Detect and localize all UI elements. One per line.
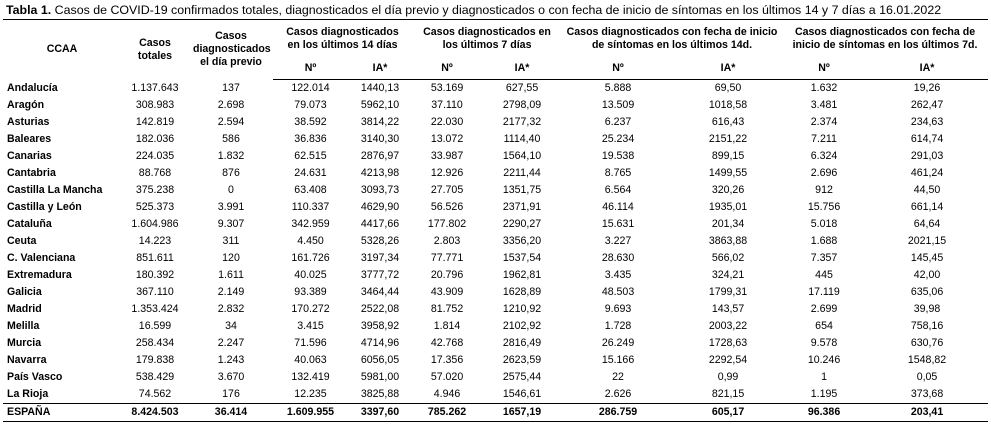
table-cell: 161.726: [291, 252, 330, 264]
region-name: Castilla y León: [7, 201, 82, 213]
table-cell: 19.538: [601, 150, 635, 162]
table-cell: 16.599: [138, 320, 172, 332]
table-cell: 56.526: [430, 201, 464, 213]
table-cell: 3.415: [297, 320, 324, 332]
table-row: [3, 199, 988, 216]
table-cell: 1.728: [604, 320, 632, 332]
header-casos-totales: Casos totales: [121, 20, 189, 80]
total-cell: 286.759: [562, 404, 674, 422]
table-cell: 876: [222, 167, 240, 179]
table-cell: 4714,96: [360, 337, 400, 349]
table-cell: 1799,31: [708, 286, 748, 298]
table-cell: 12.235: [273, 386, 348, 404]
table-cell: 3863,88: [708, 235, 748, 247]
header-sint-7: Casos diagnosticados con fecha de inicio de síntomas en los últimos 7d.: [782, 20, 988, 58]
region-name: Melilla: [7, 320, 40, 332]
table-cell: 899,15: [711, 150, 745, 162]
table-cell: 821,15: [674, 386, 782, 404]
table-cell: 42,00: [913, 269, 941, 281]
table-cell: 1499,55: [708, 167, 748, 179]
table-cell: 4.450: [297, 235, 324, 247]
table-cell: 25.234: [601, 133, 635, 145]
table-cell: 79.073: [294, 99, 327, 111]
table-row: [3, 148, 988, 165]
table-cell: 4213,98: [360, 167, 400, 179]
total-cell: 1.609.955: [273, 404, 348, 422]
region-name: Galicia: [7, 286, 42, 298]
table-cell: 43.909: [430, 286, 464, 298]
table-cell: 10.246: [807, 354, 841, 366]
table-cell: 5981,00: [360, 371, 400, 383]
table-cell: 3197,34: [360, 252, 400, 264]
table-cell: 63.408: [294, 184, 327, 196]
table-cell: 1.832: [217, 150, 245, 162]
header-ia: IA*: [482, 57, 562, 80]
total-cell: 8.424.503: [121, 404, 189, 422]
table-cell: 566,02: [711, 252, 745, 264]
table-cell: 2003,22: [708, 320, 748, 332]
header-ia: IA*: [348, 57, 412, 80]
region-name: Cataluña: [7, 218, 52, 230]
table-cell: 20.796: [430, 269, 464, 281]
table-row: [3, 182, 988, 199]
table-cell: 5328,26: [360, 235, 400, 247]
region-name: Canarias: [7, 150, 52, 162]
table-cell: 3.227: [604, 235, 632, 247]
table-cell: 1114,40: [503, 133, 541, 145]
table-cell: 145,45: [910, 252, 944, 264]
table-cell: 614,74: [910, 133, 944, 145]
table-cell: 258.434: [135, 337, 175, 349]
table-cell: 26.249: [601, 337, 635, 349]
table-cell: 13.072: [430, 133, 464, 145]
total-cell: 3397,60: [348, 404, 412, 422]
table-cell: 3825,88: [348, 386, 412, 404]
table-cell: 3777,72: [360, 269, 400, 281]
table-cell: 1537,54: [502, 252, 542, 264]
header-n: Nº: [562, 57, 674, 80]
table-cell: 616,43: [711, 116, 745, 128]
table-cell: 2.594: [217, 116, 245, 128]
region-name: País Vasco: [7, 371, 63, 383]
table-cell: 2522,08: [360, 303, 400, 315]
table-cell: 40.063: [294, 354, 327, 366]
table-cell: 1935,01: [708, 201, 748, 213]
table-cell: 0,99: [717, 371, 739, 383]
table-cell: 311: [222, 235, 240, 247]
table-cell: 586: [222, 133, 240, 145]
table-cell: 2798,09: [502, 99, 542, 111]
table-cell: 176: [189, 386, 273, 404]
table-cell: 1.632: [810, 82, 838, 94]
total-cell: 785.262: [412, 404, 482, 422]
table-row: [3, 318, 988, 335]
caption-label: Tabla 1.: [6, 3, 52, 17]
table-cell: 461,24: [910, 167, 944, 179]
table-cell: 654: [815, 320, 833, 332]
table-cell: 132.419: [291, 371, 330, 383]
table-cell: 2.149: [217, 286, 245, 298]
table-cell: 308.983: [135, 99, 175, 111]
table-cell: 1210,92: [502, 303, 542, 315]
table-cell: 2177,32: [502, 116, 542, 128]
table-cell: 234,63: [910, 116, 944, 128]
table-cell: 1962,81: [502, 269, 542, 281]
table-cell: 77.771: [430, 252, 464, 264]
table-cell: 9.307: [217, 218, 245, 230]
table-row: [3, 216, 988, 233]
table-body: [3, 80, 988, 404]
table-cell: 8.765: [604, 167, 632, 179]
total-cell: 36.414: [189, 404, 273, 422]
region-name: Aragón: [7, 99, 45, 111]
table-cell: 1.688: [810, 235, 838, 247]
table-cell: 88.768: [138, 167, 172, 179]
table-cell: 14.223: [138, 235, 172, 247]
table-cell: 24.631: [294, 167, 327, 179]
table-cell: 525.373: [135, 201, 175, 213]
table-cell: 627,55: [505, 82, 539, 94]
table-cell: 7.357: [810, 252, 838, 264]
header-ia: IA*: [674, 57, 782, 80]
table-cell: 1564,10: [502, 150, 542, 162]
table-cell: 2.698: [217, 99, 245, 111]
table-cell: 2.696: [810, 167, 838, 179]
header-diag-7: Casos diagnosticados en los últimos 7 días: [412, 20, 562, 58]
table-cell: 2575,44: [502, 371, 542, 383]
table-cell: 17.119: [808, 286, 840, 298]
table-row: [3, 284, 988, 301]
table-cell: 1.137.643: [131, 81, 179, 94]
table-cell: 64,64: [913, 218, 941, 230]
table-row: [3, 386, 988, 404]
region-name: Baleares: [7, 133, 52, 145]
table-cell: 81.752: [430, 303, 464, 315]
table-cell: 342.959: [291, 218, 330, 230]
header-casos-dia-previo: Casos diagnosticados el día previo: [189, 20, 273, 80]
table-cell: 15.756: [807, 201, 841, 213]
table-cell: 324,21: [711, 269, 745, 281]
table-cell: 2.374: [810, 116, 838, 128]
table-cell: 2102,92: [502, 320, 542, 332]
table-cell: 2623,59: [502, 354, 542, 366]
table-cell: 2.832: [217, 303, 245, 315]
table-cell: 62.515: [294, 150, 327, 162]
table-cell: 38.592: [294, 116, 327, 128]
table-row: [3, 335, 988, 352]
table-cell: 40.025: [294, 269, 327, 281]
region-name: Madrid: [7, 303, 42, 315]
table-cell: 224.035: [135, 150, 175, 162]
table-cell: 2.699: [810, 303, 838, 315]
total-cell: 203,41: [866, 404, 988, 422]
header-sint-14: Casos diagnosticados con fecha de inicio de síntomas en los últimos 14d.: [562, 20, 782, 58]
table-row: [3, 233, 988, 250]
table-cell: 142.819: [135, 116, 175, 128]
table-cell: 373,68: [866, 386, 988, 404]
table-row: [3, 369, 988, 386]
region-name: Asturias: [7, 116, 50, 128]
table-cell: 5.018: [810, 218, 838, 230]
region-name: Ceuta: [7, 235, 37, 247]
table-cell: 3.670: [217, 371, 245, 383]
total-cell: 96.386: [782, 404, 866, 422]
total-cell: 605,17: [674, 404, 782, 422]
table-cell: 44,50: [913, 184, 941, 196]
table-cell: 3.435: [604, 269, 632, 281]
table-cell: 74.562: [121, 386, 189, 404]
table-cell: 37.110: [431, 99, 463, 111]
table-cell: 69,50: [714, 82, 742, 94]
table-cell: 122.014: [291, 82, 330, 94]
table-cell: 15.166: [601, 354, 635, 366]
table-cell: 143,57: [711, 303, 745, 315]
table-cell: 630,76: [910, 337, 944, 349]
table-cell: 6.324: [810, 150, 838, 162]
table-cell: 71.596: [294, 337, 327, 349]
table-cell: 912: [815, 184, 833, 196]
table-cell: 2211,44: [503, 167, 541, 179]
table-cell: 179.838: [135, 354, 175, 366]
table-cell: 22: [612, 371, 624, 383]
table-cell: 1728,63: [708, 337, 748, 349]
table-cell: 1.604.986: [131, 218, 179, 230]
table-cell: 2371,91: [502, 201, 542, 213]
table-cell: 93.389: [294, 286, 327, 298]
total-row: [3, 404, 988, 422]
region-name: Cantabria: [7, 167, 56, 179]
table-cell: 9.578: [810, 337, 838, 349]
table-cell: 22.030: [430, 116, 464, 128]
table-cell: 5.888: [604, 82, 632, 94]
table-cell: 120: [222, 252, 240, 264]
table-cell: 0: [228, 184, 234, 196]
table-cell: 1546,61: [482, 386, 562, 404]
table-cell: 4417,66: [360, 218, 400, 230]
table-cell: 1628,89: [502, 286, 542, 298]
table-cell: 12.926: [430, 167, 464, 179]
region-name: Andalucía: [7, 81, 58, 94]
table-cell: 661,14: [910, 201, 944, 213]
table-cell: 1.611: [218, 269, 244, 281]
table-cell: 53.169: [430, 82, 464, 94]
table-cell: 445: [815, 269, 833, 281]
table-cell: 3464,44: [360, 286, 400, 298]
table-cell: 3814,22: [360, 116, 400, 128]
table-row: [3, 97, 988, 114]
table-cell: 39,98: [913, 303, 941, 315]
region-name: Murcia: [7, 337, 42, 349]
table-cell: 0,05: [916, 371, 938, 383]
table-cell: 1.814: [433, 320, 461, 332]
table-cell: 110.337: [291, 201, 330, 213]
table-cell: 2021,15: [907, 235, 947, 247]
table-row: [3, 131, 988, 148]
table-cell: 2292,54: [708, 354, 748, 366]
table-cell: 137: [222, 81, 240, 94]
table-cell: 367.110: [136, 286, 174, 298]
total-name: ESPAÑA: [3, 404, 121, 422]
table-cell: 6.237: [604, 116, 632, 128]
table-cell: 9.693: [604, 303, 632, 315]
table-cell: 1.243: [217, 354, 245, 366]
table-cell: 3.991: [217, 201, 245, 213]
table-cell: 262,47: [910, 99, 944, 111]
table-cell: 170.272: [291, 303, 330, 315]
covid-cases-table: [3, 19, 988, 422]
table-cell: 177.802: [427, 218, 467, 230]
table-cell: 1440,13: [360, 82, 400, 94]
table-cell: 180.392: [135, 269, 175, 281]
table-cell: 3.481: [810, 99, 838, 111]
table-cell: 2.626: [562, 386, 674, 404]
table-cell: 538.429: [135, 371, 175, 383]
table-cell: 2816,49: [502, 337, 542, 349]
table-cell: 320,26: [711, 184, 745, 196]
header-n: Nº: [782, 57, 866, 80]
table-caption: [6, 3, 941, 17]
header-n: Nº: [273, 57, 348, 80]
table-cell: 2.247: [217, 337, 245, 349]
table-cell: 4629,90: [360, 201, 400, 213]
table-cell: 27.705: [430, 184, 464, 196]
table-cell: 2.803: [433, 235, 461, 247]
header-ccaa: CCAA: [3, 20, 121, 80]
table-cell: 48.503: [601, 286, 635, 298]
region-name: Castilla La Mancha: [7, 184, 103, 196]
table-cell: 1.353.424: [131, 303, 179, 315]
table-row: [3, 114, 988, 131]
table-cell: 3356,20: [502, 235, 542, 247]
table-cell: 635,06: [910, 286, 944, 298]
table-row: [3, 165, 988, 182]
table-cell: 201,34: [711, 218, 745, 230]
total-cell: 1657,19: [482, 404, 562, 422]
table-cell: 6.564: [604, 184, 632, 196]
table-cell: 3140,30: [360, 133, 400, 145]
caption-text: Casos de COVID-19 confirmados totales, diagnosticados el día previo y diagnosticados o con fecha de inicio de síntomas en los últimos 14 y 7 días a 16.01.2022: [51, 3, 942, 17]
table-cell: 19,26: [913, 82, 941, 94]
table-cell: 33.987: [430, 150, 464, 162]
table-cell: 7.211: [811, 133, 837, 145]
table-cell: 758,16: [910, 320, 944, 332]
table-row: [3, 352, 988, 369]
header-n: Nº: [412, 57, 482, 80]
table-cell: 28.630: [601, 252, 635, 264]
region-name: C. Valenciana: [7, 252, 76, 264]
table-cell: 291,03: [910, 150, 944, 162]
table-cell: 375.238: [135, 184, 175, 196]
table-cell: 3958,92: [360, 320, 400, 332]
table-cell: 57.020: [430, 371, 464, 383]
table-cell: 3093,73: [360, 184, 400, 196]
table-cell: 1548,82: [907, 354, 947, 366]
table-cell: 13.509: [601, 99, 635, 111]
table-cell: 17.356: [430, 354, 464, 366]
table-row: [3, 250, 988, 267]
header-ia: IA*: [866, 57, 988, 80]
table-cell: 2876,97: [360, 150, 400, 162]
table-cell: 2290,27: [502, 218, 542, 230]
table-cell: 1.195: [782, 386, 866, 404]
table-row: [3, 80, 988, 98]
table-cell: 4.946: [412, 386, 482, 404]
table-cell: 1: [821, 371, 827, 383]
table-cell: 36.836: [294, 133, 327, 145]
table-row: [3, 267, 988, 284]
region-name: Extremadura: [7, 269, 72, 281]
region-name: La Rioja: [3, 386, 121, 404]
table-cell: 182.036: [135, 133, 175, 145]
header-diag-14: Casos diagnosticados en los últimos 14 días: [273, 20, 412, 58]
table-cell: 2151,22: [708, 133, 748, 145]
table-cell: 34: [225, 320, 237, 332]
table-cell: 5962,10: [360, 99, 400, 111]
table-cell: 851.611: [136, 252, 174, 264]
table-cell: 46.114: [602, 201, 634, 213]
region-name: Navarra: [7, 354, 47, 366]
table-cell: 6056,05: [360, 354, 400, 366]
table-cell: 42.768: [430, 337, 464, 349]
table-cell: 1351,75: [502, 184, 542, 196]
table-cell: 15.631: [601, 218, 635, 230]
table-row: [3, 301, 988, 318]
table-cell: 1018,58: [708, 99, 748, 111]
